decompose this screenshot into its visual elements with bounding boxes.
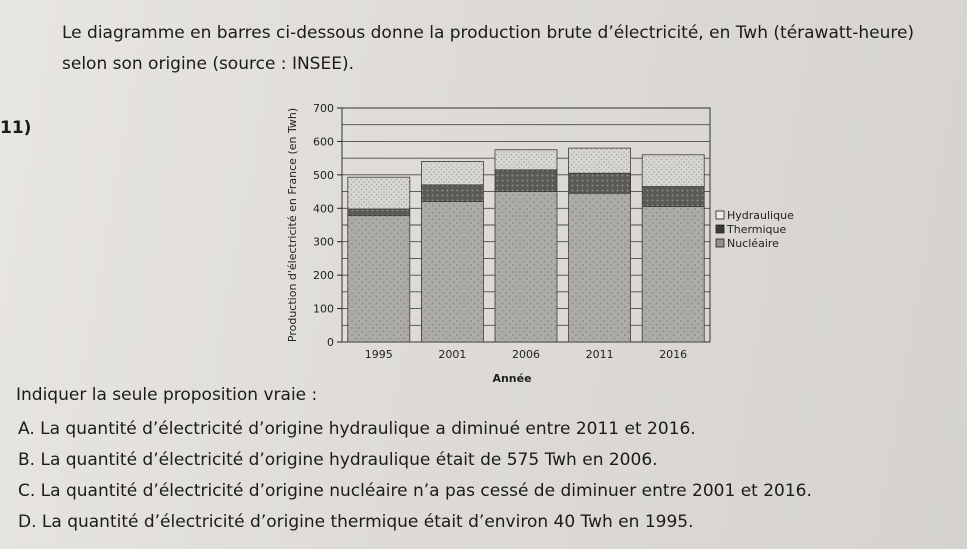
x-tick-label: 2016 (659, 348, 688, 361)
y-axis-label: Production d'électricité en France (en Twh) (286, 107, 299, 343)
choice-c[interactable]: C. La quantité d’électricité d’origine nucléaire n’a pas cessé de diminuer entre 2001 et 2016. (18, 481, 812, 501)
x-axis-label: Année (492, 372, 532, 385)
stacked-bar-chart (280, 88, 840, 388)
x-tick-label: 2001 (438, 348, 467, 361)
choice-a[interactable]: A. La quantité d’électricité d’origine hydraulique a diminué entre 2011 et 2016. (18, 419, 696, 439)
question-number: 11) (0, 118, 32, 138)
y-tick-label: 300 (313, 235, 334, 249)
bar-thermique-2016 (642, 187, 704, 207)
x-tick-label: 2006 (512, 348, 540, 361)
legend-swatch-nuclaire (716, 239, 724, 247)
y-tick-label: 0 (327, 336, 334, 349)
bar-nuclaire-1995 (348, 216, 410, 342)
choice-d[interactable]: D. La quantité d’électricité d’origine thermique était d’environ 40 Twh en 1995. (18, 512, 694, 532)
bar-nuclaire-2006 (495, 192, 557, 342)
question-prompt: Indiquer la seule proposition vraie : (16, 385, 318, 405)
y-tick-label: 600 (313, 135, 334, 149)
bar-hydraulique-2001 (421, 161, 483, 184)
bar-thermique-2001 (421, 185, 483, 202)
y-tick-label: 100 (313, 302, 334, 316)
legend-label: Thermique (727, 223, 787, 236)
legend-label: Hydraulique (727, 209, 794, 222)
legend-label: Nucléaire (727, 237, 779, 250)
x-tick-label: 1995 (364, 348, 393, 361)
bar-thermique-2011 (569, 173, 631, 193)
intro-text: Le diagramme en barres ci-dessous donne la production brute d’électricité, en Twh (térawatt-heure) selon son origine (source : INSEE). (62, 23, 915, 74)
bar-hydraulique-2016 (642, 155, 704, 187)
bar-nuclaire-2001 (421, 202, 483, 342)
answer-choices (18, 416, 812, 540)
y-tick-label: 700 (313, 102, 334, 115)
bar-hydraulique-2011 (569, 148, 631, 173)
bar-thermique-1995 (348, 209, 410, 216)
x-tick-label: 2011 (585, 348, 614, 361)
bar-thermique-2006 (495, 170, 557, 192)
bar-hydraulique-2006 (495, 150, 557, 170)
legend-swatch-hydraulique (716, 211, 724, 219)
y-tick-label: 500 (313, 168, 334, 182)
y-tick-label: 200 (313, 269, 334, 283)
bar-nuclaire-2016 (642, 207, 704, 342)
choice-b[interactable]: B. La quantité d’électricité d’origine hydraulique était de 575 Twh en 2006. (18, 450, 658, 470)
bar-hydraulique-1995 (348, 177, 410, 209)
legend-swatch-thermique (716, 225, 724, 233)
y-tick-label: 400 (313, 202, 334, 216)
bar-nuclaire-2011 (569, 193, 631, 342)
